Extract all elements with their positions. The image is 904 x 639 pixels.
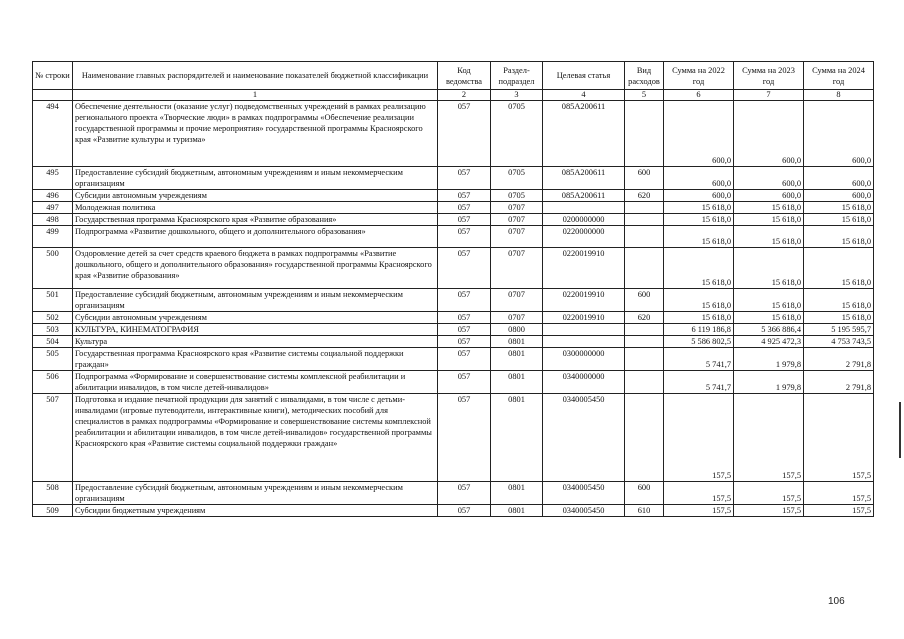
column-number: 8 bbox=[804, 90, 874, 101]
department-code: 057 bbox=[438, 101, 491, 167]
sum-2024: 600,0 bbox=[804, 167, 874, 190]
row-name: Субсидии автономным учреждениям bbox=[73, 312, 438, 324]
sum-2023: 1 979,8 bbox=[734, 348, 804, 371]
column-number: 3 bbox=[491, 90, 543, 101]
section-code: 0801 bbox=[491, 482, 543, 505]
row-number: 494 bbox=[33, 101, 73, 167]
sum-2022: 15 618,0 bbox=[664, 289, 734, 312]
sum-2023: 15 618,0 bbox=[734, 248, 804, 289]
sum-2023: 15 618,0 bbox=[734, 289, 804, 312]
table-row bbox=[33, 190, 874, 202]
expense-type bbox=[625, 248, 664, 289]
expense-type: 600 bbox=[625, 167, 664, 190]
department-code: 057 bbox=[438, 336, 491, 348]
section-code: 0705 bbox=[491, 190, 543, 202]
header-name: Наименование главных распорядителей и наименование показателей бюджетной классификации bbox=[73, 62, 438, 90]
table-row bbox=[33, 167, 874, 190]
section-code: 0800 bbox=[491, 324, 543, 336]
target-item: 085A200611 bbox=[543, 190, 625, 202]
row-number: 500 bbox=[33, 248, 73, 289]
section-code: 0705 bbox=[491, 101, 543, 167]
row-number: 503 bbox=[33, 324, 73, 336]
sum-2022: 157,5 bbox=[664, 394, 734, 482]
section-code: 0707 bbox=[491, 226, 543, 248]
column-number: 6 bbox=[664, 90, 734, 101]
row-number: 496 bbox=[33, 190, 73, 202]
sum-2023: 600,0 bbox=[734, 167, 804, 190]
row-name: Культура bbox=[73, 336, 438, 348]
row-name: Молодежная политика bbox=[73, 202, 438, 214]
expense-type bbox=[625, 226, 664, 248]
header-department-code: Код ведомства bbox=[438, 62, 491, 90]
department-code: 057 bbox=[438, 482, 491, 505]
scan-edge-mark bbox=[899, 402, 901, 458]
row-number: 502 bbox=[33, 312, 73, 324]
row-number: 505 bbox=[33, 348, 73, 371]
section-code: 0801 bbox=[491, 348, 543, 371]
table-row bbox=[33, 312, 874, 324]
row-number: 499 bbox=[33, 226, 73, 248]
row-name: Подпрограмма «Развитие дошкольного, общего и дополнительного образования» bbox=[73, 226, 438, 248]
target-item: 0340005450 bbox=[543, 394, 625, 482]
header-section: Раздел- подраздел bbox=[491, 62, 543, 90]
header-expense-type: Вид расходов bbox=[625, 62, 664, 90]
expense-type: 600 bbox=[625, 482, 664, 505]
row-name: Подготовка и издание печатной продукции для занятий с инвалидами, в том числе с детьми-инвалидами (игровые путеводители, интерактивные книги), методических пособий для специалистов в рамках подпрограммы «Формирование и совершенствование системы комплексной реабилитации и абилитации инвалидов, в том числе детей-инвалидов» государственной программы Красноярского края «Развитие системы социальной поддержки граждан» bbox=[73, 394, 438, 482]
sum-2024: 15 618,0 bbox=[804, 202, 874, 214]
section-code: 0801 bbox=[491, 336, 543, 348]
column-number: 2 bbox=[438, 90, 491, 101]
sum-2023: 1 979,8 bbox=[734, 371, 804, 394]
row-name: Подпрограмма «Формирование и совершенствование системы комплексной реабилитации и абилитации инвалидов, в том числе детей-инвалидов» bbox=[73, 371, 438, 394]
sum-2024: 157,5 bbox=[804, 482, 874, 505]
row-name: Субсидии автономным учреждениям bbox=[73, 190, 438, 202]
sum-2022: 15 618,0 bbox=[664, 312, 734, 324]
department-code: 057 bbox=[438, 167, 491, 190]
target-item: 0340005450 bbox=[543, 482, 625, 505]
target-item bbox=[543, 336, 625, 348]
sum-2023: 600,0 bbox=[734, 101, 804, 167]
row-name: Обеспечение деятельности (оказание услуг) подведомственных учреждений в рамках реализацию регионального проекта «Творческие люди» в рамках подпрограммы «Обеспечение реализации государственной программы и прочие мероприятия» государственной программы Красноярского края «Развитие культуры и туризма» bbox=[73, 101, 438, 167]
sum-2024: 600,0 bbox=[804, 190, 874, 202]
sum-2024: 15 618,0 bbox=[804, 226, 874, 248]
row-number: 508 bbox=[33, 482, 73, 505]
row-name: Субсидии бюджетным учреждениям bbox=[73, 505, 438, 517]
expense-type bbox=[625, 348, 664, 371]
row-number: 509 bbox=[33, 505, 73, 517]
target-item: 0220019910 bbox=[543, 312, 625, 324]
sum-2023: 15 618,0 bbox=[734, 226, 804, 248]
sum-2022: 600,0 bbox=[664, 190, 734, 202]
department-code: 057 bbox=[438, 348, 491, 371]
department-code: 057 bbox=[438, 214, 491, 226]
expense-type: 620 bbox=[625, 312, 664, 324]
row-name: Оздоровление детей за счет средств краевого бюджета в рамках подпрограммы «Развитие дошкольного, общего и дополнительного образования» государственной программы Красноярского края «Развитие образования» bbox=[73, 248, 438, 289]
header-sum-2023: Сумма на 2023 год bbox=[734, 62, 804, 90]
sum-2022: 600,0 bbox=[664, 101, 734, 167]
row-number: 506 bbox=[33, 371, 73, 394]
table-row bbox=[33, 214, 874, 226]
row-number: 507 bbox=[33, 394, 73, 482]
expense-type: 600 bbox=[625, 289, 664, 312]
budget-table bbox=[32, 61, 874, 517]
expense-type bbox=[625, 101, 664, 167]
section-code: 0801 bbox=[491, 394, 543, 482]
target-item bbox=[543, 324, 625, 336]
page-number: 106 bbox=[828, 596, 845, 607]
row-name: Предоставление субсидий бюджетным, автономным учреждениям и иным некоммерческим организациям bbox=[73, 289, 438, 312]
table-row bbox=[33, 226, 874, 248]
sum-2022: 600,0 bbox=[664, 167, 734, 190]
table-row bbox=[33, 394, 874, 482]
expense-type bbox=[625, 336, 664, 348]
column-number: 7 bbox=[734, 90, 804, 101]
column-number-row bbox=[33, 90, 874, 101]
sum-2022: 157,5 bbox=[664, 505, 734, 517]
row-name: Предоставление субсидий бюджетным, автономным учреждениям и иным некоммерческим организациям bbox=[73, 167, 438, 190]
sum-2023: 157,5 bbox=[734, 394, 804, 482]
row-number: 501 bbox=[33, 289, 73, 312]
sum-2023: 157,5 bbox=[734, 482, 804, 505]
row-number: 504 bbox=[33, 336, 73, 348]
section-code: 0707 bbox=[491, 214, 543, 226]
sum-2023: 15 618,0 bbox=[734, 202, 804, 214]
section-code: 0707 bbox=[491, 248, 543, 289]
table-row bbox=[33, 348, 874, 371]
department-code: 057 bbox=[438, 505, 491, 517]
section-code: 0707 bbox=[491, 202, 543, 214]
column-number: 1 bbox=[73, 90, 438, 101]
sum-2024: 15 618,0 bbox=[804, 248, 874, 289]
target-item bbox=[543, 202, 625, 214]
sum-2023: 5 366 886,4 bbox=[734, 324, 804, 336]
sum-2022: 5 586 802,5 bbox=[664, 336, 734, 348]
department-code: 057 bbox=[438, 312, 491, 324]
target-item: 0220019910 bbox=[543, 289, 625, 312]
target-item: 085A200611 bbox=[543, 101, 625, 167]
section-code: 0801 bbox=[491, 371, 543, 394]
row-name: Государственная программа Красноярского края «Развитие системы социальной поддержки граждан» bbox=[73, 348, 438, 371]
expense-type bbox=[625, 371, 664, 394]
column-number: 5 bbox=[625, 90, 664, 101]
section-code: 0707 bbox=[491, 312, 543, 324]
expense-type bbox=[625, 394, 664, 482]
row-name: Предоставление субсидий бюджетным, автономным учреждениям и иным некоммерческим организациям bbox=[73, 482, 438, 505]
expense-type: 620 bbox=[625, 190, 664, 202]
header-row bbox=[33, 62, 874, 90]
department-code: 057 bbox=[438, 202, 491, 214]
department-code: 057 bbox=[438, 371, 491, 394]
expense-type bbox=[625, 214, 664, 226]
sum-2023: 4 925 472,3 bbox=[734, 336, 804, 348]
sum-2024: 157,5 bbox=[804, 394, 874, 482]
section-code: 0705 bbox=[491, 167, 543, 190]
sum-2022: 15 618,0 bbox=[664, 214, 734, 226]
sum-2024: 15 618,0 bbox=[804, 289, 874, 312]
table-row bbox=[33, 202, 874, 214]
row-name: КУЛЬТУРА, КИНЕМАТОГРАФИЯ bbox=[73, 324, 438, 336]
sum-2022: 5 741,7 bbox=[664, 348, 734, 371]
sum-2024: 15 618,0 bbox=[804, 312, 874, 324]
target-item: 0220019910 bbox=[543, 248, 625, 289]
sum-2024: 600,0 bbox=[804, 101, 874, 167]
target-item: 085A200611 bbox=[543, 167, 625, 190]
table-body bbox=[33, 101, 874, 517]
row-number: 498 bbox=[33, 214, 73, 226]
department-code: 057 bbox=[438, 226, 491, 248]
target-item: 0220000000 bbox=[543, 226, 625, 248]
column-number: 4 bbox=[543, 90, 625, 101]
sum-2022: 15 618,0 bbox=[664, 226, 734, 248]
row-number: 495 bbox=[33, 167, 73, 190]
sum-2022: 15 618,0 bbox=[664, 248, 734, 289]
sum-2024: 2 791,8 bbox=[804, 371, 874, 394]
sum-2024: 15 618,0 bbox=[804, 214, 874, 226]
sum-2023: 600,0 bbox=[734, 190, 804, 202]
sum-2022: 157,5 bbox=[664, 482, 734, 505]
expense-type: 610 bbox=[625, 505, 664, 517]
department-code: 057 bbox=[438, 394, 491, 482]
table-row bbox=[33, 336, 874, 348]
department-code: 057 bbox=[438, 289, 491, 312]
column-number bbox=[33, 90, 73, 101]
table-row bbox=[33, 324, 874, 336]
header-sum-2022: Сумма на 2022 год bbox=[664, 62, 734, 90]
sum-2024: 157,5 bbox=[804, 505, 874, 517]
section-code: 0801 bbox=[491, 505, 543, 517]
table-row bbox=[33, 371, 874, 394]
header-sum-2024: Сумма на 2024 год bbox=[804, 62, 874, 90]
table-row bbox=[33, 505, 874, 517]
department-code: 057 bbox=[438, 248, 491, 289]
header-target-item: Целевая статья bbox=[543, 62, 625, 90]
table-row bbox=[33, 289, 874, 312]
sum-2023: 15 618,0 bbox=[734, 312, 804, 324]
target-item: 0200000000 bbox=[543, 214, 625, 226]
expense-type bbox=[625, 324, 664, 336]
expense-type bbox=[625, 202, 664, 214]
table-row bbox=[33, 101, 874, 167]
row-number: 497 bbox=[33, 202, 73, 214]
sum-2022: 15 618,0 bbox=[664, 202, 734, 214]
sum-2022: 5 741,7 bbox=[664, 371, 734, 394]
sum-2024: 5 195 595,7 bbox=[804, 324, 874, 336]
sum-2022: 6 119 186,8 bbox=[664, 324, 734, 336]
sum-2023: 157,5 bbox=[734, 505, 804, 517]
target-item: 0340000000 bbox=[543, 371, 625, 394]
department-code: 057 bbox=[438, 190, 491, 202]
department-code: 057 bbox=[438, 324, 491, 336]
target-item: 0300000000 bbox=[543, 348, 625, 371]
table-row bbox=[33, 482, 874, 505]
sum-2023: 15 618,0 bbox=[734, 214, 804, 226]
section-code: 0707 bbox=[491, 289, 543, 312]
sum-2024: 4 753 743,5 bbox=[804, 336, 874, 348]
header-row-number: № строки bbox=[33, 62, 73, 90]
sum-2024: 2 791,8 bbox=[804, 348, 874, 371]
table-row bbox=[33, 248, 874, 289]
row-name: Государственная программа Красноярского края «Развитие образования» bbox=[73, 214, 438, 226]
target-item: 0340005450 bbox=[543, 505, 625, 517]
